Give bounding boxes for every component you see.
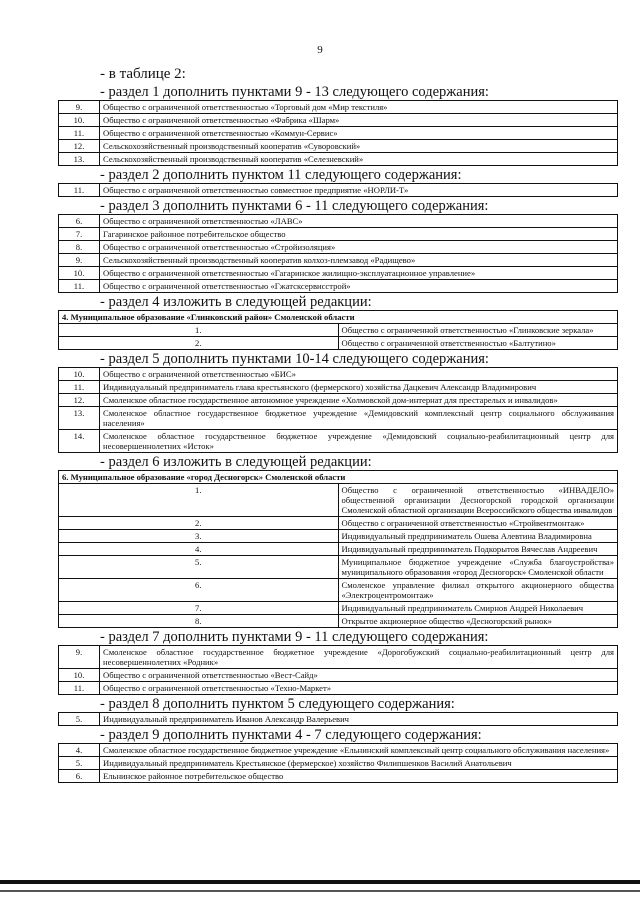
table-row — [59, 517, 618, 530]
section-table — [58, 743, 618, 783]
table-row — [59, 579, 618, 602]
table-row — [59, 215, 618, 228]
section-heading: - раздел 3 дополнить пунктами 6 - 11 следующего содержания: — [100, 198, 489, 214]
row-number: 9. — [59, 254, 100, 267]
organization-name: Общество с ограниченной ответственностью «Гагаринское жилищно-эксплуатационное управление» — [100, 267, 618, 280]
table-row — [59, 602, 618, 615]
organization-name: Муниципальное бюджетное учреждение «Служба благоустройства» муниципального образования «город Десногорск» Смоленской области — [338, 556, 618, 579]
table-row — [59, 430, 618, 453]
row-number: 7. — [59, 602, 339, 615]
organization-name: Общество с ограниченной ответственностью «Стройвентмонтаж» — [338, 517, 618, 530]
table-row — [59, 530, 618, 543]
organization-name: Общество с ограниченной ответственностью «Фабрика «Шарм» — [100, 114, 618, 127]
row-number: 12. — [59, 140, 100, 153]
section-table — [58, 183, 618, 197]
table-row — [59, 407, 618, 430]
organization-name: Смоленское областное государственное бюджетное учреждение «Дорогобужский социально-реабилитационный центр для несовершеннолетних «Родник» — [100, 646, 618, 669]
organization-name: Индивидуальный предприниматель глава крестьянского (фермерского) хозяйства Дацкевич Александр Владимирович — [100, 381, 618, 394]
organization-name: Смоленское областное государственное автономное учреждение «Холмовской дом-интернат для престарелых и инвалидов» — [100, 394, 618, 407]
section-title: 4. Муниципальное образование «Глинковский район» Смоленской области — [59, 311, 618, 324]
row-number: 9. — [59, 646, 100, 669]
row-number: 6. — [59, 770, 100, 783]
section-table — [58, 470, 618, 628]
row-number: 10. — [59, 669, 100, 682]
section-table — [58, 310, 618, 350]
organization-name: Общество с ограниченной ответственностью совместное предприятие «НОРЛИ-Т» — [100, 184, 618, 197]
row-number: 8. — [59, 615, 339, 628]
table-row — [59, 337, 618, 350]
table-row — [59, 615, 618, 628]
table-row — [59, 394, 618, 407]
organization-name: Общество с ограниченной ответственностью «Балтутино» — [338, 337, 618, 350]
row-number: 11. — [59, 682, 100, 695]
section-heading: - раздел 2 дополнить пунктом 11 следующего содержания: — [100, 167, 462, 183]
section-table — [58, 645, 618, 695]
organization-name: Индивидуальный предприниматель Крестьянское (фермерское) хозяйство Филипшенков Василий Анатольевич — [100, 757, 618, 770]
table-row — [59, 101, 618, 114]
section-table — [58, 100, 618, 166]
section-heading: - раздел 5 дополнить пунктами 10-14 следующего содержания: — [100, 351, 489, 367]
row-number: 7. — [59, 228, 100, 241]
organization-name: Общество с ограниченной ответственностью «Глинковские зеркала» — [338, 324, 618, 337]
section-title-row — [59, 311, 618, 324]
organization-name: Индивидуальный предприниматель Смирнов Андрей Николаевич — [338, 602, 618, 615]
table-row — [59, 381, 618, 394]
section-heading: - раздел 6 изложить в следующей редакции: — [100, 454, 372, 470]
table-row — [59, 713, 618, 726]
intro-text: - в таблице 2: — [100, 66, 186, 82]
organization-name: Общество с ограниченной ответственностью «Гжатсксервисстрой» — [100, 280, 618, 293]
table-row — [59, 324, 618, 337]
row-number: 2. — [59, 337, 339, 350]
row-number: 10. — [59, 114, 100, 127]
row-number: 1. — [59, 484, 339, 517]
section-title: 6. Муниципальное образование «город Десногорск» Смоленской области — [59, 471, 618, 484]
row-number: 14. — [59, 430, 100, 453]
section-heading: - раздел 9 дополнить пунктами 4 - 7 следующего содержания: — [100, 727, 482, 743]
table-row — [59, 267, 618, 280]
table-row — [59, 228, 618, 241]
table-row — [59, 556, 618, 579]
organization-name: Сельскохозяйственный производственный кооператив «Селезневский» — [100, 153, 618, 166]
scan-border-line-secondary — [0, 890, 640, 892]
organization-name: Общество с ограниченной ответственностью «ЛАВС» — [100, 215, 618, 228]
row-number: 5. — [59, 757, 100, 770]
scan-border-line — [0, 880, 640, 884]
table-row — [59, 682, 618, 695]
table-row — [59, 770, 618, 783]
table-row — [59, 757, 618, 770]
row-number: 10. — [59, 267, 100, 280]
row-number: 11. — [59, 381, 100, 394]
section-heading: - раздел 4 изложить в следующей редакции: — [100, 294, 372, 310]
section-heading: - раздел 7 дополнить пунктами 9 - 11 следующего содержания: — [100, 629, 489, 645]
row-number: 12. — [59, 394, 100, 407]
table-row — [59, 254, 618, 267]
organization-name: Индивидуальный предприниматель Подкорытов Вячеслав Андреевич — [338, 543, 618, 556]
row-number: 11. — [59, 184, 100, 197]
table-row — [59, 543, 618, 556]
organization-name: Индивидуальный предприниматель Ошева Алевтина Владимировна — [338, 530, 618, 543]
organization-name: Открытое акционерное общество «Десногорский рынок» — [338, 615, 618, 628]
row-number: 10. — [59, 368, 100, 381]
row-number: 13. — [59, 407, 100, 430]
organization-name: Общество с ограниченной ответственностью «БИС» — [100, 368, 618, 381]
row-number: 1. — [59, 324, 339, 337]
row-number: 9. — [59, 101, 100, 114]
table-row — [59, 241, 618, 254]
organization-name: Смоленское областное государственное бюджетное учреждение «Демидовский социально-реабилитационный центр для несовершеннолетних «Исток» — [100, 430, 618, 453]
row-number: 5. — [59, 713, 100, 726]
section-table — [58, 712, 618, 726]
table-row — [59, 368, 618, 381]
organization-name: Общество с ограниченной ответственностью «Вест-Сайд» — [100, 669, 618, 682]
row-number: 3. — [59, 530, 339, 543]
table-row — [59, 646, 618, 669]
table-row — [59, 140, 618, 153]
table-row — [59, 114, 618, 127]
row-number: 13. — [59, 153, 100, 166]
organization-name: Индивидуальный предприниматель Иванов Александр Валерьевич — [100, 713, 618, 726]
organization-name: Сельскохозяйственный производственный кооператив колхоз-племзавод «Радищево» — [100, 254, 618, 267]
organization-name: Общество с ограниченной ответственностью «ИНВАДЕЛО» общественной организации Десногорской городской организации Смоленской областной организации Всероссийского общества инвалидов — [338, 484, 618, 517]
row-number: 6. — [59, 215, 100, 228]
row-number: 5. — [59, 556, 339, 579]
row-number: 4. — [59, 744, 100, 757]
section-heading: - раздел 8 дополнить пунктом 5 следующего содержания: — [100, 696, 455, 712]
organization-name: Смоленское управление филиал открытого акционерного общества «Электроцентромонтаж» — [338, 579, 618, 602]
organization-name: Смоленское областное государственное бюджетное учреждение «Демидовский комплексный центр социального обслуживания населения» — [100, 407, 618, 430]
section-title-row — [59, 471, 618, 484]
row-number: 11. — [59, 280, 100, 293]
table-row — [59, 153, 618, 166]
row-number: 4. — [59, 543, 339, 556]
row-number: 8. — [59, 241, 100, 254]
section-table — [58, 367, 618, 453]
page-number: 9 — [317, 44, 323, 56]
table-row — [59, 669, 618, 682]
row-number: 6. — [59, 579, 339, 602]
row-number: 11. — [59, 127, 100, 140]
organization-name: Смоленское областное государственное бюджетное учреждение «Ельнинский комплексный центр социального обслуживания населения» — [100, 744, 618, 757]
organization-name: Общество с ограниченной ответственностью «Техно-Маркет» — [100, 682, 618, 695]
table-row — [59, 184, 618, 197]
table-row — [59, 280, 618, 293]
section-heading: - раздел 1 дополнить пунктами 9 - 13 следующего содержания: — [100, 84, 489, 100]
organization-name: Общество с ограниченной ответственностью «Стройизоляция» — [100, 241, 618, 254]
table-row — [59, 484, 618, 517]
table-row — [59, 127, 618, 140]
organization-name: Общество с ограниченной ответственностью «Торговый дом «Мир текстиля» — [100, 101, 618, 114]
table-row — [59, 744, 618, 757]
document-body — [58, 84, 618, 784]
organization-name: Общество с ограниченной ответственностью «Коммун-Сервис» — [100, 127, 618, 140]
row-number: 2. — [59, 517, 339, 530]
organization-name: Ельнинское районное потребительское общество — [100, 770, 618, 783]
organization-name: Гагаринское районное потребительское общество — [100, 228, 618, 241]
organization-name: Сельскохозяйственный производственный кооператив «Суворовский» — [100, 140, 618, 153]
section-table — [58, 214, 618, 293]
